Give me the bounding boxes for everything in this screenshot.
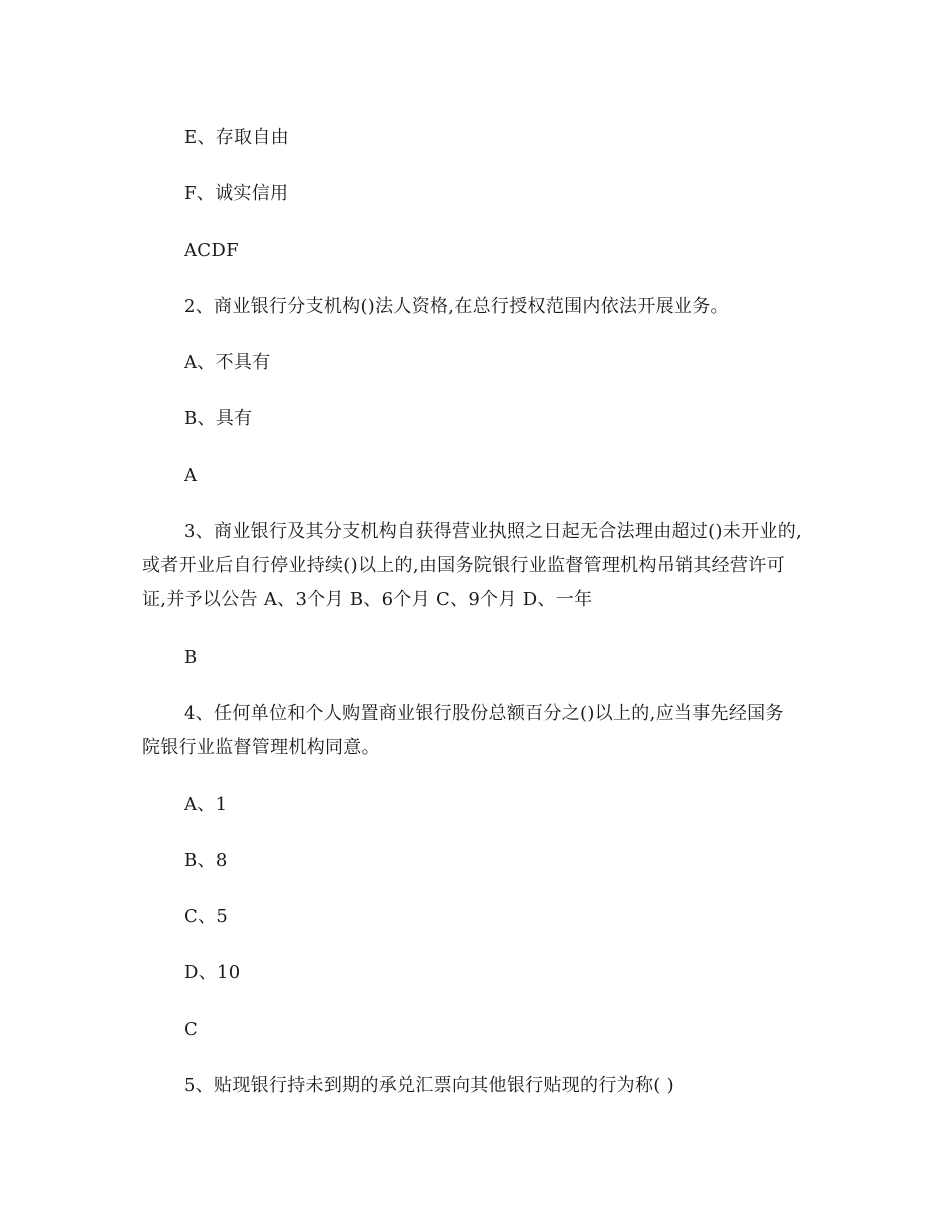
- question-3-line-2: 或者开业后自行停业持续()以上的,由国务院银行业监督管理机构吊销其经营许可: [142, 555, 785, 576]
- q4-option-a: A、1: [184, 794, 228, 815]
- question-5: 5、贴现银行持未到期的承兑汇票向其他银行贴现的行为称( ): [184, 1075, 674, 1096]
- option-f-honesty-credit: F、诚实信用: [184, 183, 289, 204]
- q4-option-d: D、10: [184, 962, 241, 983]
- answer-q3: B: [184, 647, 198, 668]
- q2-option-b: B、具有: [184, 408, 253, 429]
- q4-option-b: B、8: [184, 850, 228, 871]
- question-3-line-1: 3、商业银行及其分支机构自获得营业执照之日起无合法理由超过()未开业的,: [184, 521, 803, 542]
- option-e-store-withdraw-freely: E、存取自由: [184, 127, 289, 148]
- q2-option-a: A、不具有: [184, 352, 271, 373]
- question-2: 2、商业银行分支机构()法人资格,在总行授权范围内依法开展业务。: [184, 296, 729, 317]
- q4-option-c: C、5: [184, 906, 229, 927]
- question-3-line-3: 证,并予以公告 A、3个月 B、6个月 C、9个月 D、一年: [142, 589, 593, 610]
- answer-q4: C: [184, 1019, 199, 1040]
- answer-q1: ACDF: [184, 240, 239, 261]
- question-4-line-1: 4、任何单位和个人购置商业银行股份总额百分之()以上的,应当事先经国务: [184, 703, 784, 724]
- question-4-line-2: 院银行业监督管理机构同意。: [142, 737, 380, 758]
- answer-q2: A: [184, 465, 198, 486]
